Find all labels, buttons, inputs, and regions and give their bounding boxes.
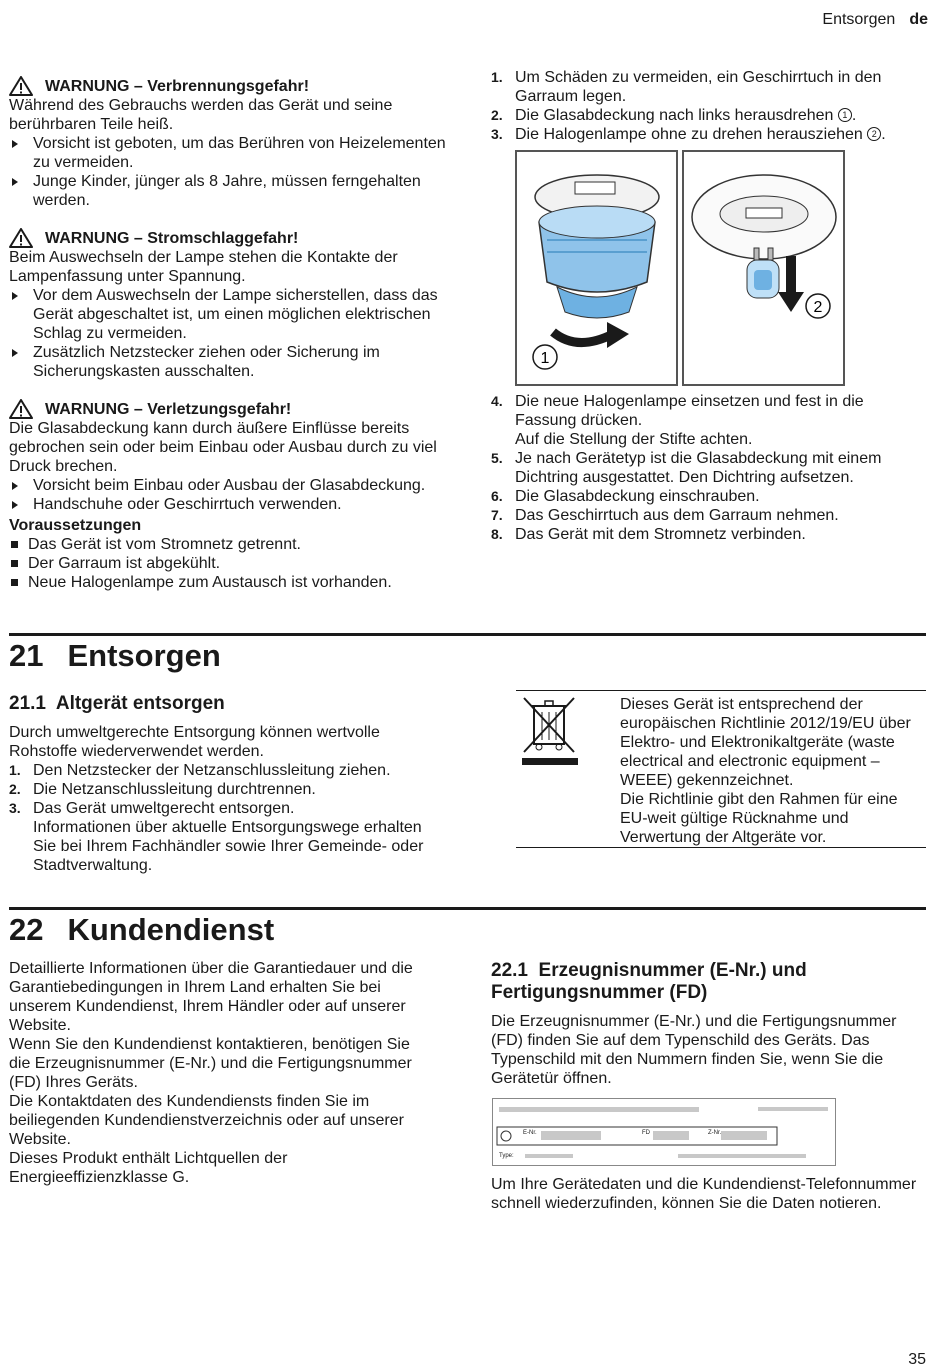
ref-marker: 1 (838, 108, 852, 122)
warning-title: WARNUNG – Verletzungsgefahr! (45, 400, 292, 418)
prereq-list (9, 535, 449, 592)
section-heading-22 (9, 912, 274, 948)
list-item: Vor dem Auswechseln der Lampe sicherstellen, dass das Gerät abgeschaltet ist, um einen möglichen elektrischen Schlag zu vermeiden. (9, 286, 449, 343)
section-title: Kundendienst (67, 912, 275, 947)
header-lang: de (909, 11, 928, 28)
service-text: Detaillierte Informationen über die Garantiedauer und die Garantiebedingungen in Ihrem Land erhalten Sie bei unserem Kundendienst, Ihrem Händler oder auf unserer Website. Wenn Sie den Kundendienst kontaktieren, benötigen Sie die Erzeugnisnummer (E-Nr.) und die Fertigungsnummer (FD) Ihres Geräts. Die Kontaktdaten des Kundendiensts finden Sie im beiliegenden Kundendienstverzeichnis oder auf unserer Website. Dieses Produkt enthält Lichtquellen der Energieeffizienzklasse G. (9, 960, 413, 1186)
subsection-number: 21.1 (9, 693, 46, 714)
warning-shock (9, 228, 449, 381)
section-rule (9, 633, 926, 636)
list-item: Neue Halogenlampe zum Austausch ist vorhanden. (9, 573, 449, 592)
plate-type-label: Type: (499, 1153, 514, 1159)
prereq-title: Voraussetzungen (9, 517, 142, 534)
running-header (822, 10, 928, 29)
section-title: Entsorgen (67, 638, 221, 673)
figure-label: 1 (540, 350, 550, 367)
list-item: Der Garraum ist abgekühlt. (9, 554, 449, 573)
weee-text: Dieses Gerät ist entsprechend der europäischen Richtlinie 2012/19/EU über Elektro- und Elektronikaltgeräte (waste electrical and electronic equipment – WEEE) gekennzeichnet. Die Richtlinie gibt den Rahmen für eine EU-weit gültige Rücknahme und Verwertung der Altgeräte vor. (620, 696, 911, 846)
list-item: Vorsicht ist geboten, um das Berühren von Heizelementen zu vermeiden. (9, 134, 449, 172)
subsection-text: Die Erzeugnisnummer (E-Nr.) und die Fertigungsnummer (FD) finden Sie auf dem Typenschild des Geräts. Das Typenschild mit den Nummern finden Sie, wenn Sie die Gerätetür öffnen. (491, 1013, 897, 1087)
figure-label: 2 (813, 299, 823, 316)
warning-bullets (9, 286, 449, 381)
list-item: 5. Je nach Gerätetyp ist die Glasabdeckung mit einem Dichtring ausgestattet. Den Dichtring aufsetzen. (491, 450, 882, 486)
section-rule (9, 907, 926, 910)
after-plate-text: Um Ihre Gerätedaten und die Kundendienst-Telefonnummer schnell wiederzufinden, können Sie die Daten notieren. (491, 1176, 917, 1212)
type-plate (492, 1098, 836, 1166)
type-plate-graphic (493, 1099, 835, 1165)
warning-burn (9, 76, 449, 210)
list-item: 1. Um Schäden zu vermeiden, ein Geschirrtuch in den Garraum legen. (491, 69, 882, 105)
list-item: Vorsicht beim Einbau oder Ausbau der Glasabdeckung. (9, 476, 449, 495)
halogen-lamp-illustration (684, 152, 843, 384)
warning-text: Die Glasabdeckung kann durch äußere Einflüsse bereits gebrochen sein oder beim Einbau oder Ausbau durch zu viel Druck brechen. (9, 420, 437, 475)
figure-cover-unscrew (515, 150, 678, 386)
section-number: 22 (9, 912, 44, 947)
steps-bottom (491, 392, 926, 544)
list-item: 8. Das Gerät mit dem Stromnetz verbinden. (491, 526, 806, 543)
weee-bottom-rule (516, 847, 926, 848)
ref-marker: 2 (867, 127, 881, 141)
warning-bullets (9, 134, 449, 210)
subsection-number: 22.1 (491, 960, 528, 981)
plate-znr-label: Z-Nr. (708, 1130, 722, 1136)
list-item: 3. Die Halogenlampe ohne zu drehen herausziehen 2 . (491, 126, 886, 143)
warning-title: WARNUNG – Verbrennungsgefahr! (45, 77, 310, 95)
plate-fd-label: FD (642, 1130, 650, 1136)
crossed-bin-icon (518, 692, 588, 772)
plate-enr-label: E-Nr. (523, 1130, 537, 1136)
warning-injury (9, 399, 449, 514)
list-item: 2. Die Netzanschlussleitung durchtrennen. (9, 781, 316, 798)
warnings-block (9, 76, 449, 592)
warning-title: WARNUNG – Stromschlaggefahr! (45, 229, 299, 247)
weee-icon-cell (516, 692, 610, 772)
list-item: Das Gerät ist vom Stromnetz getrennt. (9, 535, 449, 554)
weee-top-rule (516, 690, 926, 691)
list-item: 1. Den Netzstecker der Netzanschlussleitung ziehen. (9, 762, 391, 779)
intro-text: Durch umweltgerechte Entsorgung können wertvolle Rohstoffe wiederverwendet werden. (9, 724, 380, 760)
warning-bullets (9, 476, 449, 514)
section-number: 21 (9, 638, 44, 673)
warning-text: Beim Auswechseln der Lampe stehen die Kontakte der Lampenfassung unter Spannung. (9, 249, 398, 285)
list-item: 7. Das Geschirrtuch aus dem Garraum nehmen. (491, 507, 839, 524)
warning-text: Während des Gebrauchs werden das Gerät und seine berührbaren Teile heiß. (9, 97, 393, 133)
list-item: 3. Das Gerät umweltgerecht entsorgen. Informationen über aktuelle Entsorgungswege erhalten Sie bei Ihrem Fachhändler sowie Ihrer Gemeinde- oder Stadtverwaltung. (9, 800, 424, 874)
list-item: Junge Kinder, jünger als 8 Jahre, müssen ferngehalten werden. (9, 172, 449, 210)
glass-cover-illustration (517, 152, 676, 384)
warning-triangle-icon (9, 76, 33, 96)
header-section: Entsorgen (822, 11, 896, 28)
list-item: 2. Die Glasabdeckung nach links herausdrehen 1 . (491, 107, 857, 124)
list-item: 6. Die Glasabdeckung einschrauben. (491, 488, 760, 505)
list-item: Handschuhe oder Geschirrtuch verwenden. (9, 495, 449, 514)
warning-triangle-icon (9, 228, 33, 248)
figure-lamp-pull (682, 150, 845, 386)
subsection-22-1 (491, 960, 921, 1088)
subsection-title: Erzeugnisnummer (E-Nr.) und Fertigungsnummer (FD) (491, 960, 807, 1003)
subsection-21-1 (9, 693, 444, 875)
page-number: 35 (908, 1351, 926, 1368)
warning-triangle-icon (9, 399, 33, 419)
section-heading-21 (9, 638, 221, 674)
steps-top (491, 68, 926, 144)
list-item: 4. Die neue Halogenlampe einsetzen und fest in die Fassung drücken. Auf die Stellung der Stifte achten. (491, 393, 864, 448)
subsection-title: Altgerät entsorgen (55, 693, 225, 714)
list-item: Zusätzlich Netzstecker ziehen oder Sicherung im Sicherungskasten ausschalten. (9, 343, 449, 381)
